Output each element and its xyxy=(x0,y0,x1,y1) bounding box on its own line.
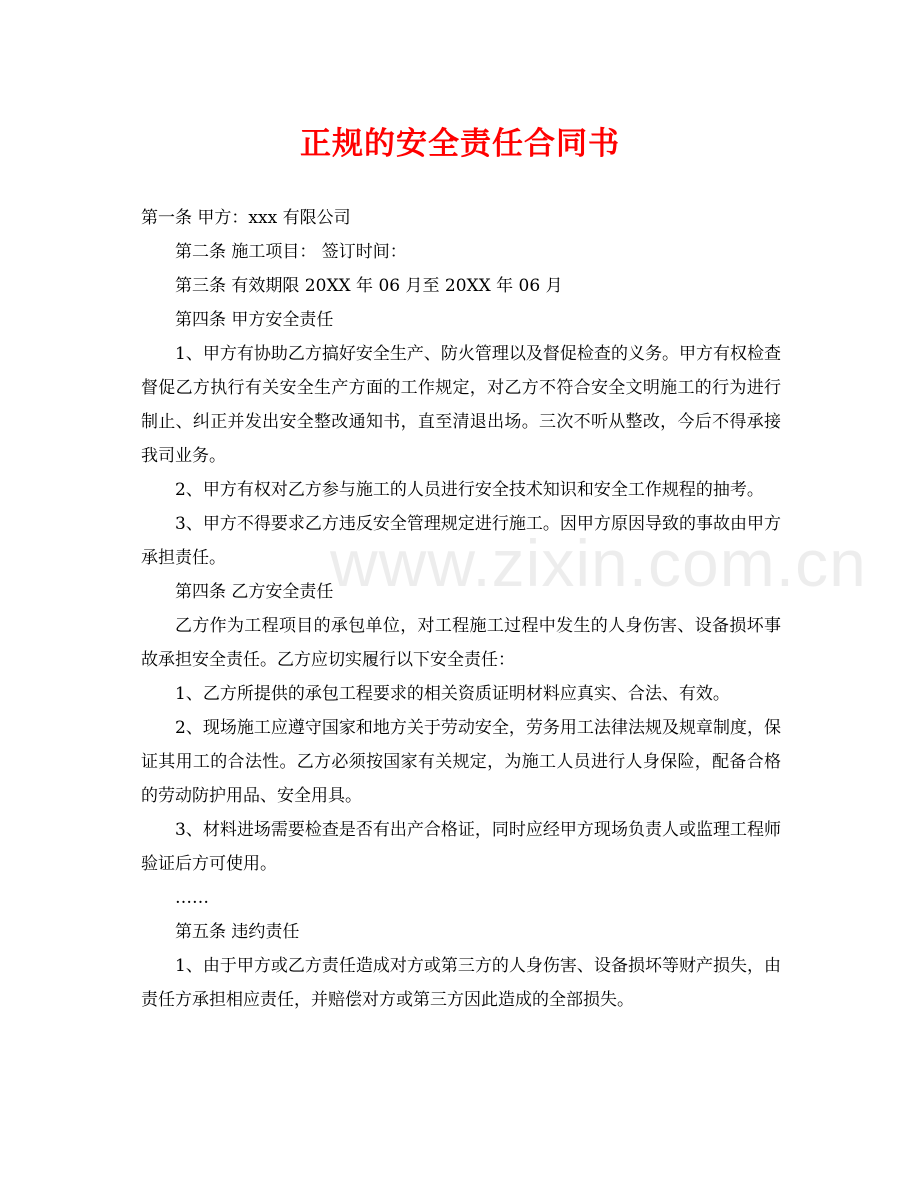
paragraph: 乙方作为工程项目的承包单位，对工程施工过程中发生的人身伤害、设备损坏事故承担安全责任。乙方应切实履行以下安全责任： xyxy=(141,616,781,670)
paragraph: 2、现场施工应遵守国家和地方关于劳动安全，劳务用工法律法规及规章制度，保证其用工的合法性。乙方必须按国家有关规定，为施工人员进行人身保险，配备合格的劳动防护用品、安全用具。 xyxy=(141,718,781,806)
watermark: www.zixin.com.cn xyxy=(330,526,867,600)
paragraph: 1、甲方有协助乙方搞好安全生产、防火管理以及督促检查的义务。甲方有权检查督促乙方执行有关安全生产方面的工作规定，对乙方不符合安全文明施工的行为进行制止、纠正并发出安全整改通知书，直至清退出场。三次不听从整改，今后不得承接我司业务。 xyxy=(141,344,781,466)
paragraph: 1、乙方所提供的承包工程要求的相关资质证明材料应真实、合法、有效。 xyxy=(175,684,730,704)
paragraph: 第四条 甲方安全责任 xyxy=(175,310,334,330)
document-body xyxy=(141,201,781,1017)
paragraph: 1、由于甲方或乙方责任造成对方或第三方的人身伤害、设备损坏等财产损失，由责任方承担相应责任，并赔偿对方或第三方因此造成的全部损失。 xyxy=(141,956,781,1010)
paragraph: 2、甲方有权对乙方参与施工的人员进行安全技术知识和安全工作规程的抽考。 xyxy=(175,480,764,500)
document-title: 正规的安全责任合同书 xyxy=(300,126,620,162)
paragraph: 第四条 乙方安全责任 xyxy=(175,582,334,602)
paragraph: …… xyxy=(175,888,209,908)
paragraph: 第三条 有效期限 20XX 年 06 月至 20XX 年 06 月 xyxy=(175,276,563,296)
paragraph: 3、材料进场需要检查是否有出产合格证，同时应经甲方现场负责人或监理工程师验证后方可使用。 xyxy=(141,820,781,874)
paragraph: 第一条 甲方：xxx 有限公司 xyxy=(141,208,351,228)
paragraph: 第二条 施工项目： 签订时间： xyxy=(175,242,407,262)
paragraph: 第五条 违约责任 xyxy=(175,922,300,942)
paragraph: 3、甲方不得要求乙方违反安全管理规定进行施工。因甲方原因导致的事故由甲方承担责任。 xyxy=(141,514,781,568)
